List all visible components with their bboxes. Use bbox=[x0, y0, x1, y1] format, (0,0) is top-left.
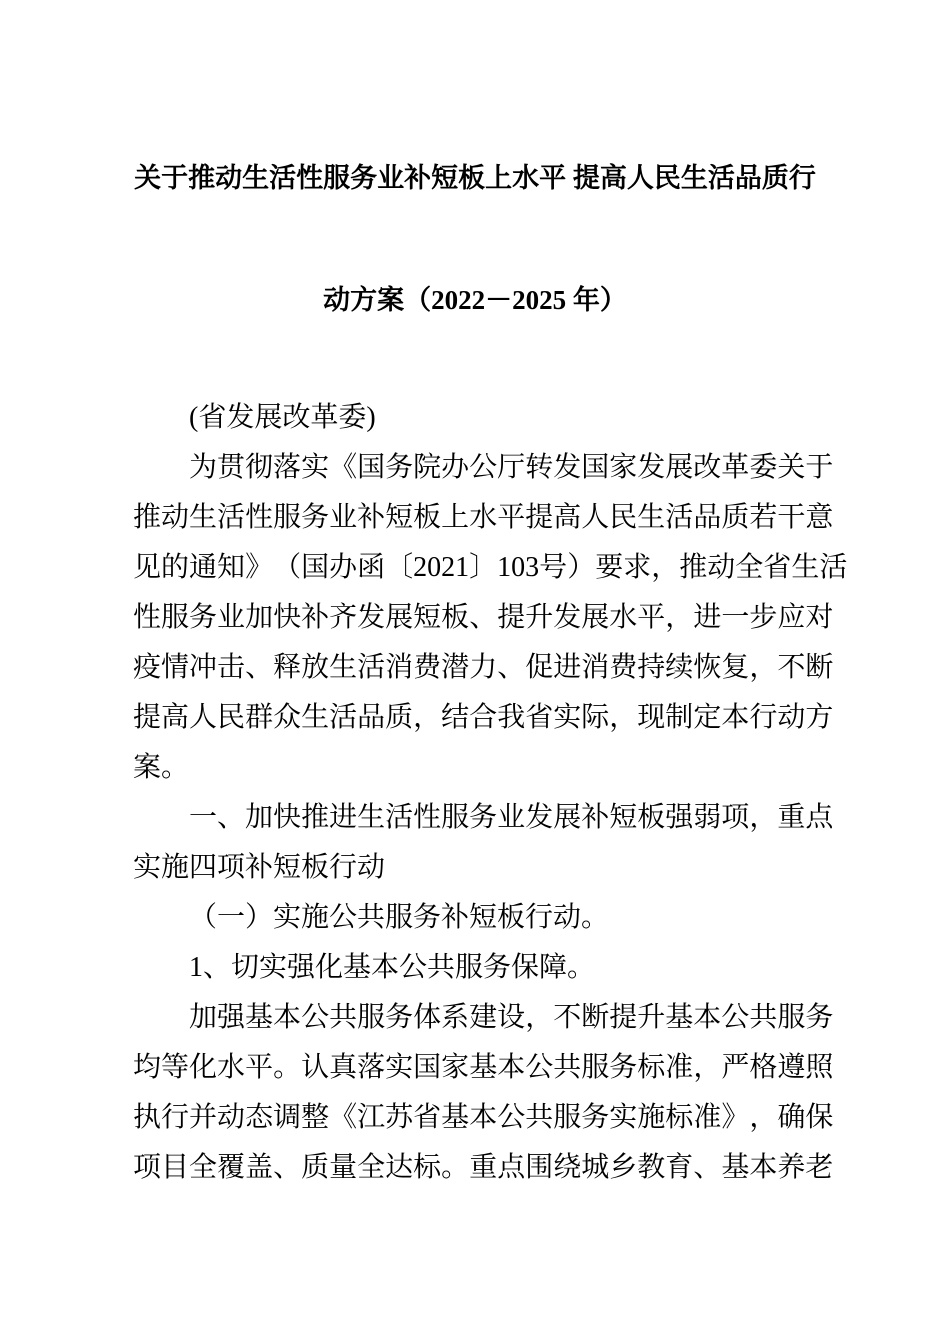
text-line: 一 、 加 快 推 进 生 活 性 服 务 业 发 展 补 短 板 强 弱 项 ， 重 点 bbox=[189, 802, 834, 833]
title-line-1: 关于推动生活性服务业补短板上水平 提高人民生活品质行 bbox=[134, 163, 816, 193]
text-line: 推 动 生 活 性 服 务 业 补 短 板 上 水 平 提 高 人 民 生 活 品 质 若 干 意 bbox=[133, 502, 834, 533]
document-title bbox=[0, 0, 950, 322]
text-line: 实施四项补短板行动 bbox=[133, 852, 386, 883]
text-line: 见 的 通 知 》 （ 国 办 函 〔 2021 〕 103 号 ） 要 求 ， 推 动 全 省 生 活 bbox=[133, 552, 848, 583]
text-line: 均 等 化 水 平 。 认 真 落 实 国 家 基 本 公 共 服 务 标 准 ， 严 格 遵 照 bbox=[133, 1052, 834, 1083]
document-body bbox=[133, 322, 848, 1193]
text-line: (省发展改革委) bbox=[189, 402, 376, 433]
text-line: 项 目 全 覆 盖 、 质 量 全 达 标 。 重 点 围 绕 城 乡 教 育 、 基 本 养 老 bbox=[133, 1152, 834, 1183]
text-line: 提 高 人 民 群 众 生 活 品 质 ， 结 合 我 省 实 际 ， 现 制 定 本 行 动 方 bbox=[133, 702, 834, 733]
text-line: 疫 情 冲 击 、 释 放 生 活 消 费 潜 力 、 促 进 消 费 持 续 恢 复 ， 不 断 bbox=[133, 652, 834, 683]
title-line-2: 动方案（2022－2025 年） bbox=[323, 285, 627, 315]
text-line: 加 强 基 本 公 共 服 务 体 系 建 设 ， 不 断 提 升 基 本 公 共 服 务 bbox=[189, 1002, 834, 1033]
text-line: 1、切实强化基本公共服务保障。 bbox=[189, 952, 596, 983]
text-line: 执 行 并 动 态 调 整 《 江 苏 省 基 本 公 共 服 务 实 施 标 准 》 ， 确 保 bbox=[133, 1102, 834, 1133]
text-line: 案。 bbox=[133, 752, 190, 783]
text-line: 为 贯 彻 落 实 《 国 务 院 办 公 厅 转 发 国 家 发 展 改 革 委 关 于 bbox=[189, 452, 834, 483]
text-line: 性 服 务 业 加 快 补 齐 发 展 短 板 、 提 升 发 展 水 平 ， 进 一 步 应 对 bbox=[133, 602, 834, 633]
text-line: （一）实施公共服务补短板行动。 bbox=[189, 902, 610, 933]
